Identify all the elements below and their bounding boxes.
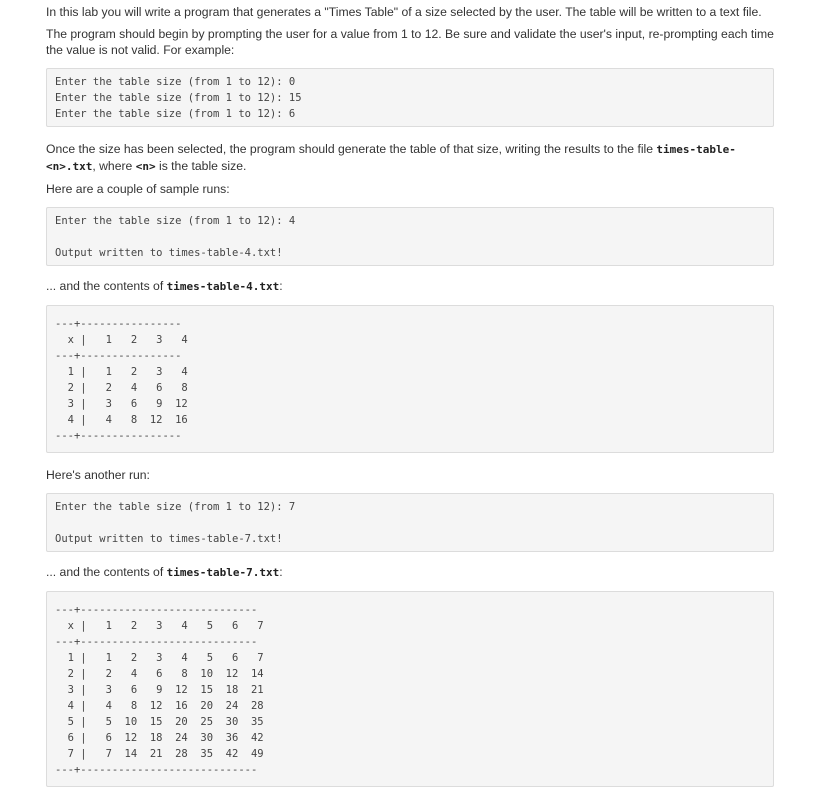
generation-text-c: is the table size. <box>155 159 247 173</box>
intro-paragraph-2: The program should begin by prompting the user for a value from 1 to 12. Be sure and validate the user's input, re-prompting each time the value is not valid. For example: <box>46 27 774 57</box>
intro-paragraph-1: In this lab you will write a program that generates a "Times Table" of a size selected by the user. The table will be written to a text file. <box>46 5 762 19</box>
run1-contents-suffix: : <box>279 279 283 293</box>
another-run-intro: Here's another run: <box>46 468 150 482</box>
sample-runs-intro: Here are a couple of sample runs: <box>46 182 230 196</box>
run2-contents-prefix: ... and the contents of <box>46 565 167 579</box>
generation-text-a: Once the size has been selected, the program should generate the table of that size, writing the results to the file <box>46 142 657 156</box>
run1-table-code: ---+---------------- x | 1 2 3 4 ---+---------------- 1 | 1 2 3 4 2 | 2 4 6 8 3 | 3 6 9 12 4 | 4 8 12 16 ---+---------------- <box>46 305 774 453</box>
run2-contents-suffix: : <box>279 565 283 579</box>
n-token: <n> <box>135 160 156 173</box>
generation-text-b: , where <box>92 159 136 173</box>
run1-contents-file: times-table-4.txt <box>166 280 280 293</box>
run1-contents-prefix: ... and the contents of <box>46 279 167 293</box>
run2-console-code: Enter the table size (from 1 to 12): 7 Output written to times-table-7.txt! <box>46 493 774 552</box>
prompt-example-code: Enter the table size (from 1 to 12): 0 Enter the table size (from 1 to 12): 15 Enter the table size (from 1 to 12): 6 <box>46 68 774 127</box>
run2-contents-file: times-table-7.txt <box>166 566 280 579</box>
run2-table-code: ---+---------------------------- x | 1 2 3 4 5 6 7 ---+---------------------------- 1 | 1 2 3 4 5 6 7 2 | 2 4 6 8 10 12 14 3 | 3 6 9 12 15 18 21 4 | 4 8 12 16 20 24 28 5 | 5 10 15 20 25 30 35 6 | 6 12 18 24 30 36 42 7 | 7 14 21 28 35 42 49 ---+---------------------------- <box>46 591 774 787</box>
filename-pattern: times-table-<n>.txt <box>46 143 736 173</box>
run1-contents-caption <box>46 278 774 295</box>
generation-paragraph <box>46 141 774 175</box>
run1-console-code: Enter the table size (from 1 to 12): 4 Output written to times-table-4.txt! <box>46 207 774 266</box>
run2-contents-caption <box>46 564 774 581</box>
